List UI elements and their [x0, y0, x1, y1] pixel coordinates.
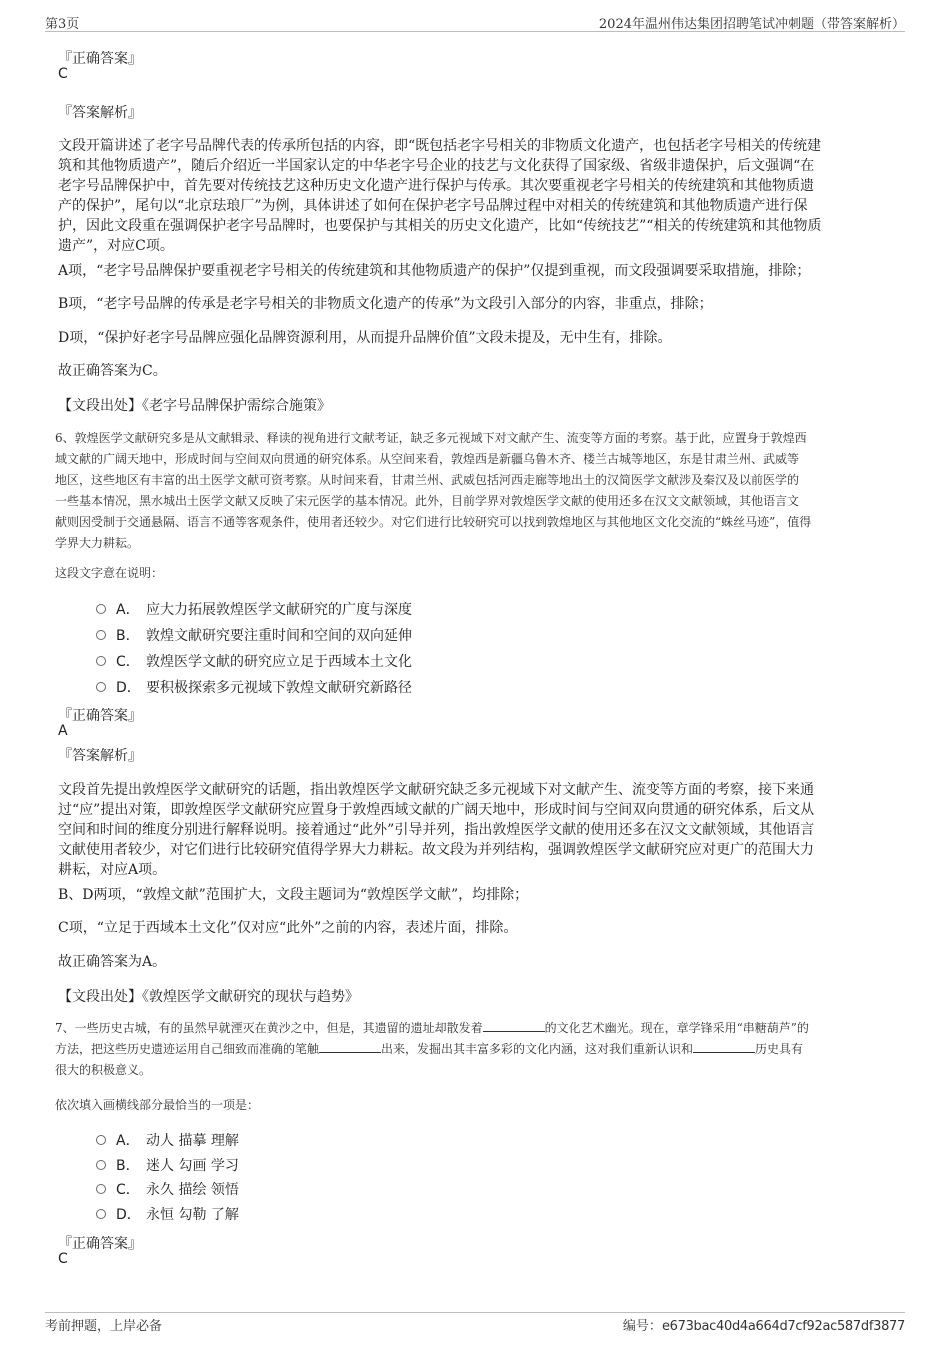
q7-text-segment: 出来，发掘出其丰富多彩的文化内涵，这对我们重新认识和	[381, 1042, 694, 1056]
q5-analysis-line: 老字号品牌保护中，首先要对传统技艺这种历史文化遗产进行保护与传承。其次要重视老字号相关的传统建筑和其他物质遗	[58, 178, 814, 194]
q7-option-a[interactable]	[96, 1130, 239, 1150]
radio-icon[interactable]	[96, 1135, 106, 1145]
q7-option-c[interactable]	[96, 1179, 239, 1199]
q5-analysis-line: 筑和其他物质遗产”，随后介绍近一半国家认定的中华老字号企业的技艺与文化获得了国家级、省级非遗保护，后文强调“在	[58, 158, 815, 174]
q5-note-d: D项，“保护好老字号品牌应强化品牌资源利用，从而提升品牌价值”文段未提及，无中生有，排除。	[58, 330, 672, 346]
q6-conclusion: 故正确答案为A。	[58, 954, 167, 970]
option-letter: D．	[116, 1207, 141, 1223]
option-text: 永久 描绘 领悟	[146, 1182, 239, 1198]
q5-analysis-line: 遗产”，对应C项。	[58, 238, 174, 254]
q6-analysis-line: 过“应”提出对策，即敦煌医学文献研究应置身于敦煌西域文献的广阔天地中，形成时间与空间双向贯通的研究体系，后文从	[58, 802, 815, 818]
q5-analysis-line: 产的保护”，尾句以“北京珐琅厂”为例，具体讲述了如何在保护老字号品牌过程中对相关的传统建筑和其他物质遗产进行保	[58, 198, 808, 214]
radio-icon[interactable]	[96, 604, 106, 614]
q7-text-segment: 方法，把这些历史遗迹运用自己细致而准确的笔触	[55, 1042, 320, 1056]
q7-answer: C	[58, 1251, 68, 1267]
option-text: 要积极探索多元视域下敦煌文献研究新路径	[146, 680, 412, 696]
q6-analysis-label: 『答案解析』	[58, 748, 142, 764]
q5-answer-label: 『正确答案』	[58, 51, 142, 67]
q7-text-segment: 7、一些历史古城，有的虽然早就湮灭在黄沙之中，但是，其遗留的遗址却散发着	[55, 1021, 483, 1035]
q6-note-c: C项，“立足于西域本土文化”仅对应“此外”之前的内容，表述片面，排除。	[58, 920, 518, 936]
q5-answer: C	[58, 66, 68, 82]
fill-blank	[483, 1019, 545, 1032]
q6-option-a[interactable]	[96, 599, 412, 619]
q5-note-b: B项，“老字号品牌的传承是老字号相关的非物质文化遗产的传承”为文段引入部分的内容，非重点，排除；	[58, 296, 713, 312]
q6-text-line: 域文献的广阔天地中，形成时间与空间双向贯通的研究体系。从空间来看，敦煌西是新疆乌鲁木齐、楼兰古城等地区，东是甘肃兰州、武威等	[55, 452, 800, 466]
fill-blank	[319, 1040, 381, 1053]
option-text: 永恒 勾勒 了解	[146, 1207, 239, 1223]
document-code	[623, 1315, 905, 1334]
q6-source: 【文段出处】《敦煌医学文献研究的现状与趋势》	[58, 989, 359, 1005]
option-letter: A．	[116, 1133, 140, 1149]
option-text: 应大力拓展敦煌医学文献研究的广度与深度	[146, 602, 412, 618]
q5-analysis-line: 文段开篇讲述了老字号品牌代表的传承所包括的内容，即“既包括老字号相关的非物质文化遗产，也包括老字号相关的传统建	[58, 138, 822, 154]
q6-analysis	[58, 780, 888, 880]
radio-icon[interactable]	[96, 682, 106, 692]
q6-analysis-line: 空间和时间的维度分别进行解释说明。接着通过“此外”引导并列，指出敦煌医学文献的使用还多在汉文文献领域，其他语言	[58, 822, 815, 838]
option-text: 迷人 勾画 学习	[146, 1158, 239, 1174]
option-text: 敦煌医学文献的研究应立足于西域本土文化	[146, 654, 412, 670]
option-text: 动人 描摹 理解	[146, 1133, 239, 1149]
q6-option-d[interactable]	[96, 677, 412, 697]
q5-analysis-label: 『答案解析』	[58, 105, 142, 121]
q6-prompt: 这段文字意在说明：	[55, 566, 164, 580]
q7-text-line: 很大的积极意义。	[55, 1063, 152, 1077]
radio-icon[interactable]	[96, 630, 106, 640]
radio-icon[interactable]	[96, 1209, 106, 1219]
q5-analysis	[58, 136, 888, 256]
q7-option-b[interactable]	[96, 1155, 239, 1175]
fill-blank	[693, 1040, 755, 1053]
q6-text-line: 学界大力耕耘。	[55, 536, 140, 550]
q6-analysis-line: 文段首先提出敦煌医学文献研究的话题，指出敦煌医学文献研究缺乏多元视域下对文献产生、流变等方面的考察，接下来通	[58, 782, 814, 798]
q7-text-line	[55, 1039, 900, 1060]
q6-answer: A	[58, 723, 68, 739]
option-letter: B．	[116, 1158, 140, 1174]
q6-text-line: 6、敦煌医学文献研究多是从文献辑录、释读的视角进行文献考证，缺乏多元视域下对文献产生、流变等方面的考察。基于此，应置身于敦煌西	[55, 431, 807, 445]
q6-analysis-line: 文献使用者较少，对它们进行比较研究值得学界大力耕耘。故文段为并列结构，强调敦煌医学文献研究应对更广的范围大力	[58, 842, 814, 858]
q7-answer-label: 『正确答案』	[58, 1236, 142, 1252]
radio-icon[interactable]	[96, 656, 106, 666]
code-label: 编号：	[622, 1319, 662, 1334]
q6-question-text	[55, 428, 900, 554]
radio-icon[interactable]	[96, 1160, 106, 1170]
page-header	[45, 13, 905, 32]
q5-analysis-line: 护，因此文段重在强调保护老字号品牌时，也要保护与其相关的历史文化遗产，比如“传统技艺”“相关的传统建筑和其他物质	[58, 218, 822, 234]
option-text: 敦煌文献研究要注重时间和空间的双向延伸	[146, 628, 412, 644]
q7-text-segment: 的文化艺术幽光。现在，章学锋采用“串糖葫芦”的	[544, 1021, 809, 1035]
footer-slogan: 考前押题，上岸必备	[45, 1319, 163, 1334]
q6-answer-label: 『正确答案』	[58, 708, 142, 724]
q7-text-line	[55, 1018, 900, 1039]
q7-text-segment: 历史具有	[755, 1042, 804, 1056]
q6-option-b[interactable]	[96, 625, 412, 645]
page-number: 第3页	[45, 17, 80, 32]
option-letter: C．	[116, 654, 140, 670]
page-footer	[45, 1312, 905, 1333]
q5-source: 【文段出处】《老字号品牌保护需综合施策》	[58, 398, 331, 414]
q7-prompt: 依次填入画横线部分最恰当的一项是：	[55, 1098, 260, 1112]
q6-text-line: 地区，这些地区有丰富的出土医学文献可资考察。从时间来看，甘肃兰州、武威包括河西走廊等地出土的汉简医学文献涉及秦汉及以前医学的	[55, 473, 800, 487]
option-letter: C．	[116, 1182, 140, 1198]
code-value: e673bac40d4a664d7cf92ac587df3877	[661, 1319, 905, 1334]
option-letter: D．	[116, 680, 141, 696]
q5-conclusion: 故正确答案为C。	[58, 363, 167, 379]
q6-note-bd: B、D两项，“敦煌文献”范围扩大，文段主题词为“敦煌医学文献”，均排除；	[58, 887, 529, 903]
q6-analysis-line: 耕耘，对应A项。	[58, 862, 167, 878]
q5-note-a: A项，“老字号品牌保护要重视老字号相关的传统建筑和其他物质遗产的保护”仅提到重视，而文段强调要采取措施，排除；	[58, 263, 811, 279]
q7-question-text	[55, 1018, 900, 1081]
option-letter: A．	[116, 602, 140, 618]
option-letter: B．	[116, 628, 140, 644]
document-title: 2024年温州伟达集团招聘笔试冲刺题（带答案解析）	[598, 17, 905, 32]
q6-text-line: 献则因受制于交通悬隔、语言不通等客观条件，使用者还较少。对它们进行比较研究可以找到敦煌地区与其他地区文化交流的“蛛丝马迹”，值得	[55, 515, 812, 529]
q7-option-d[interactable]	[96, 1204, 239, 1224]
q6-option-c[interactable]	[96, 651, 412, 671]
radio-icon[interactable]	[96, 1184, 106, 1194]
q6-text-line: 一些基本情况，黑水城出土医学文献又反映了宋元医学的基本情况。此外，目前学界对敦煌医学文献的使用还多在汉文文献领域，其他语言文	[55, 494, 800, 508]
